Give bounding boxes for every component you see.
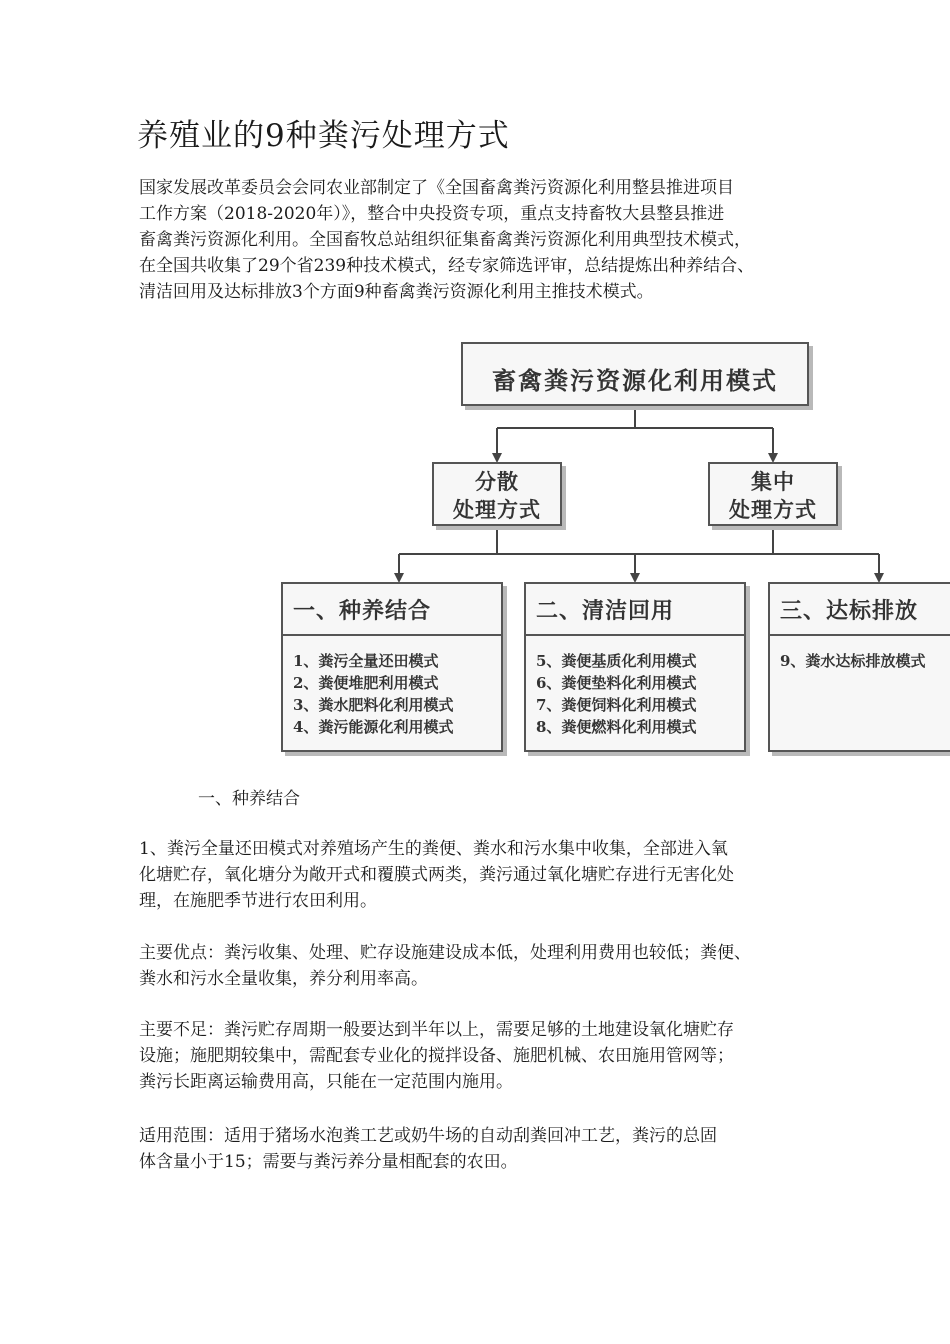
- paragraph-line: 粪水和污水全量收集，养分利用率高。: [139, 969, 428, 989]
- paragraph-line: 化塘贮存，氧化塘分为敞开式和覆膜式两类，粪污通过氧化塘贮存进行无害化处: [139, 865, 734, 885]
- category-item: 3、粪水肥料化利用模式: [293, 696, 454, 714]
- category-header: [526, 584, 744, 636]
- category-item: 7、粪便饲料化利用模式: [536, 696, 697, 714]
- category-item-list: [780, 650, 925, 672]
- category-item: 9、粪水达标排放模式: [780, 652, 926, 670]
- intro-paragraph: [139, 175, 754, 305]
- paragraph-line: 适用范围：适用于猪场水泡粪工艺或奶牛场的自动刮粪回冲工艺，粪污的总固: [139, 1126, 717, 1146]
- paragraph-mode-1: [139, 836, 734, 914]
- category-item: 6、粪便垫料化利用模式: [536, 674, 697, 692]
- intro-line: 在全国共收集了29个省239种技术模式，经专家筛选评审，总结提炼出种养结合、: [139, 256, 755, 276]
- paragraph-line: 粪污长距离运输费用高，只能在一定范围内施用。: [139, 1072, 513, 1092]
- paragraph-advantages: [139, 940, 751, 992]
- paragraph-line: 体含量小于15；需要与粪污养分量相配套的农田。: [139, 1152, 518, 1172]
- paragraph-disadvantages: [139, 1017, 734, 1095]
- category-item: 4、粪污能源化利用模式: [293, 718, 454, 736]
- flow-diagram: [275, 336, 950, 756]
- decentralized-node-line2: 处理方式: [453, 497, 541, 522]
- decentralized-node: [432, 462, 562, 526]
- category-node-planting-breeding: [281, 582, 503, 752]
- category-item-list: [536, 650, 696, 738]
- category-header: [770, 584, 950, 636]
- category-node-standard-discharge: [768, 582, 950, 752]
- category-item-list: [293, 650, 453, 738]
- category-item: 2、粪便堆肥利用模式: [293, 674, 439, 692]
- intro-line: 清洁回用及达标排放3个方面9种畜禽粪污资源化利用主推技术模式。: [139, 282, 654, 302]
- intro-line: 工作方案（2018-2020年）》，整合中央投资专项，重点支持畜牧大县整县推进: [139, 204, 725, 224]
- decentralized-node-line1: 分散: [475, 469, 519, 494]
- section-heading: 一、种养结合: [198, 789, 300, 809]
- paragraph-line: 主要优点：粪污收集、处理、贮存设施建设成本低，处理利用费用也较低；粪便、: [139, 943, 751, 963]
- paragraph-scope: [139, 1123, 717, 1175]
- paragraph-line: 1、粪污全量还田模式对养殖场产生的粪便、粪水和污水集中收集，全部进入氧: [139, 839, 728, 859]
- intro-line: 畜禽粪污资源化利用。全国畜牧总站组织征集畜禽粪污资源化利用典型技术模式，: [139, 230, 751, 250]
- centralized-node-line1: 集中: [751, 469, 795, 494]
- category-node-clean-reuse: [524, 582, 746, 752]
- category-header: [283, 584, 501, 636]
- category-item: 5、粪便基质化利用模式: [536, 652, 697, 670]
- centralized-node-line2: 处理方式: [729, 497, 817, 522]
- category-heading: 三、达标排放: [780, 598, 919, 624]
- page-title: 养殖业的9种粪污处理方式: [137, 118, 510, 154]
- paragraph-line: 设施；施肥期较集中，需配套专业化的搅拌设备、施肥机械、农田施用管网等；: [139, 1046, 734, 1066]
- centralized-node: [708, 462, 838, 526]
- intro-line: 国家发展改革委员会会同农业部制定了《全国畜禽粪污资源化利用整县推进项目: [139, 178, 734, 198]
- paragraph-line: 主要不足：粪污贮存周期一般要达到半年以上，需要足够的土地建设氧化塘贮存: [139, 1020, 734, 1040]
- root-node-label: 畜禽粪污资源化利用模式: [492, 366, 778, 395]
- category-item: 1、粪污全量还田模式: [293, 652, 439, 670]
- category-heading: 二、清洁回用: [536, 598, 675, 624]
- paragraph-line: 理，在施肥季节进行农田利用。: [139, 891, 377, 911]
- root-node: [461, 342, 809, 406]
- category-item: 8、粪便燃料化利用模式: [536, 718, 697, 736]
- category-heading: 一、种养结合: [293, 598, 432, 624]
